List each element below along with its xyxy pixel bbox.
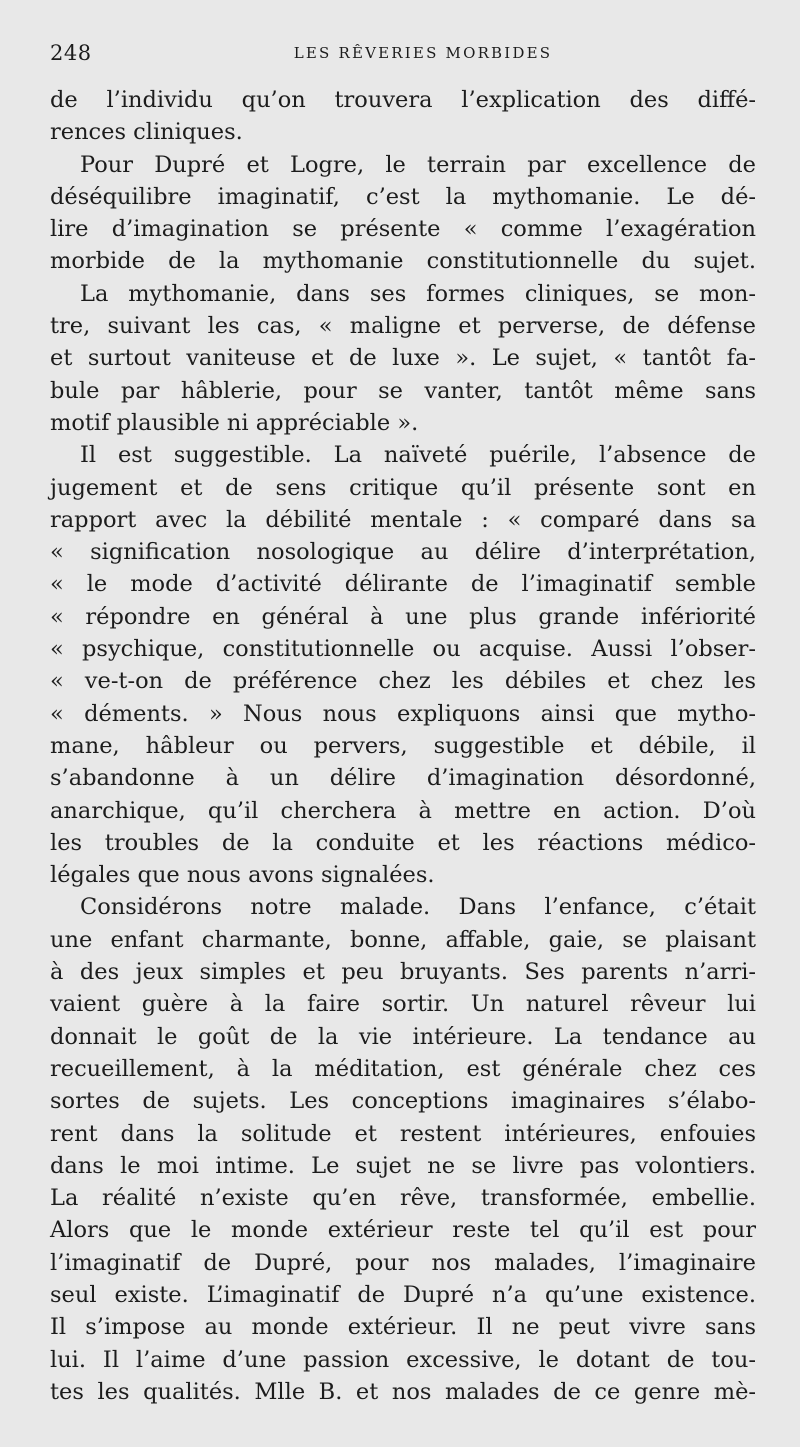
text-line: de l’individu qu’on trouvera l’explication des diffé-	[50, 87, 756, 113]
text-line: rent dans la solitude et restent intérieures, enfouies	[50, 1120, 756, 1147]
text-line: donnait le goût de la vie intérieure. La tendance au	[50, 1023, 756, 1050]
text-line: « ve-t-on de préférence chez les débiles et chez les	[50, 668, 756, 695]
text-line: déséquilibre imaginatif, c’est la mythomanie. Le dé-	[50, 183, 756, 210]
text-line: tre, suivant les cas, « maligne et perverse, de défense	[50, 313, 756, 340]
text-line: « déments. » Nous nous expliquons ainsi que mytho-	[50, 700, 756, 727]
page-number: 248	[50, 41, 92, 65]
text-line: La mythomanie, dans ses formes cliniques, se mon-	[80, 280, 756, 307]
text-line: Pour Dupré et Logre, le terrain par excellence de	[80, 151, 756, 178]
text-line: anarchique, qu’il cherchera à mettre en action. D’où	[50, 797, 756, 824]
text-line: morbide de la mythomanie constitutionnelle du sujet.	[50, 248, 756, 275]
body-text	[50, 84, 756, 1408]
text-line: vaient guère à la faire sortir. Un naturel rêveur lui	[50, 991, 756, 1018]
text-line: Considérons notre malade. Dans l’enfance, c’était	[80, 894, 756, 921]
text-line: légales que nous avons signalées.	[50, 862, 435, 889]
text-line: lui. Il l’aime d’une passion excessive, le dotant de tou-	[50, 1346, 756, 1373]
text-line: « le mode d’activité délirante de l’imaginatif semble	[50, 571, 756, 598]
text-line: lire d’imagination se présente « comme l’exagération	[50, 216, 756, 243]
text-line: rapport avec la débilité mentale : « comparé dans sa	[50, 506, 756, 533]
text-line: jugement et de sens critique qu’il présente sont en	[50, 474, 756, 501]
text-line: motif plausible ni appréciable ».	[50, 409, 419, 436]
text-line: l’imaginatif de Dupré, pour nos malades, l’imaginaire	[50, 1249, 756, 1276]
text-line: La réalité n’existe qu’en rêve, transformée, embellie.	[50, 1185, 756, 1212]
text-line: les troubles de la conduite et les réactions médico-	[50, 829, 756, 856]
text-line: « psychique, constitutionnelle ou acquise. Aussi l’obser-	[50, 636, 756, 663]
text-line: recueillement, à la méditation, est générale chez ces	[50, 1055, 756, 1082]
text-line: Alors que le monde extérieur reste tel qu’il est pour	[50, 1217, 756, 1244]
text-line: « signification nosologique au délire d’interprétation,	[50, 539, 756, 566]
running-title: LES RÊVERIES MORBIDES	[293, 44, 553, 62]
text-line: dans le moi intime. Le sujet ne se livre pas volontiers.	[50, 1152, 756, 1179]
text-line: mane, hâbleur ou pervers, suggestible et débile, il	[50, 732, 756, 759]
text-line: et surtout vaniteuse et de luxe ». Le sujet, « tantôt fa-	[50, 345, 756, 372]
text-line: sortes de sujets. Les conceptions imaginaires s’élabo-	[50, 1088, 756, 1115]
text-line: une enfant charmante, bonne, affable, gaie, se plaisant	[50, 926, 756, 953]
text-line: Il s’impose au monde extérieur. Il ne peut vivre sans	[50, 1314, 756, 1341]
text-line: Il est suggestible. La naïveté puérile, l’absence de	[80, 442, 756, 469]
text-line: rences cliniques.	[50, 119, 243, 146]
page-header	[50, 40, 756, 84]
text-line: « répondre en général à une plus grande infériorité	[50, 603, 756, 630]
text-line: tes les qualités. Mlle B. et nos malades de ce genre mè-	[50, 1378, 756, 1405]
text-line: s’abandonne à un délire d’imagination désordonné,	[50, 765, 756, 792]
text-line: à des jeux simples et peu bruyants. Ses parents n’arri-	[50, 959, 756, 986]
text-line: bule par hâblerie, pour se vanter, tantôt même sans	[50, 377, 756, 404]
text-line: seul existe. L’imaginatif de Dupré n’a qu’une existence.	[50, 1281, 756, 1308]
